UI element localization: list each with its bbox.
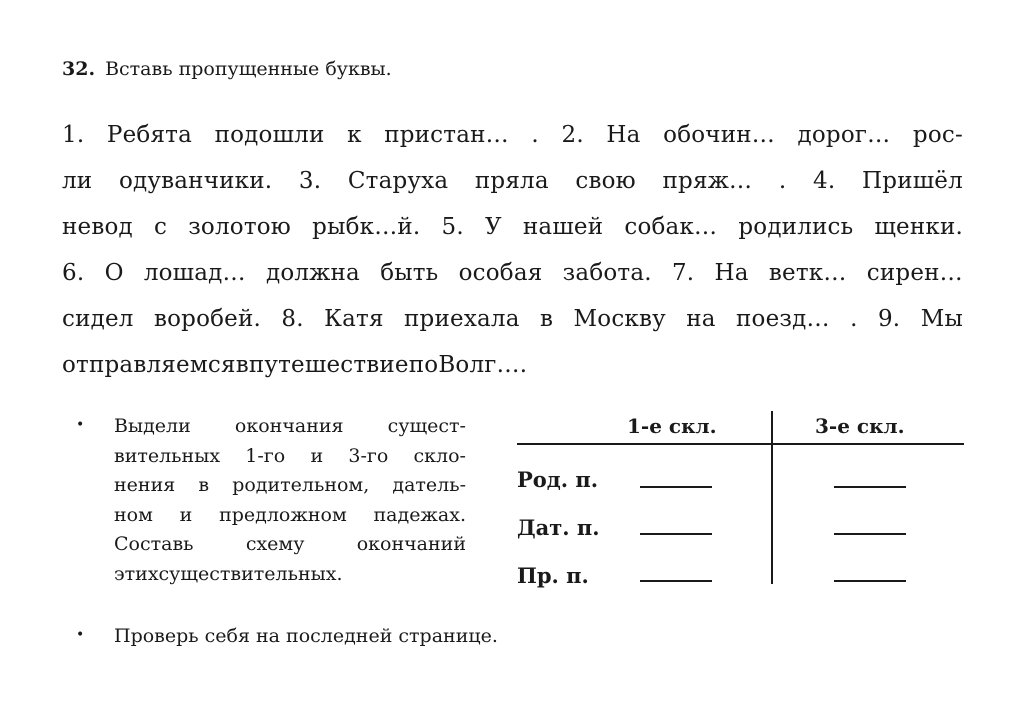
word: дорог…: [797, 122, 891, 148]
word: Катя: [324, 306, 384, 332]
word: воробей.: [153, 306, 262, 332]
task-text: [114, 412, 466, 589]
word: забота.: [562, 260, 652, 286]
word: в: [198, 474, 210, 496]
task-line: [114, 560, 466, 590]
word: 3-го: [348, 444, 389, 467]
word: Старуха: [347, 168, 449, 194]
word: датель-: [392, 474, 466, 496]
word: .: [850, 306, 858, 332]
word: пряж…: [662, 168, 753, 194]
column-header-1st: 1-е скл.: [627, 414, 717, 438]
word: лошад…: [143, 260, 246, 286]
table-column-divider: [771, 411, 773, 584]
blank-dative-1st[interactable]: [640, 533, 712, 535]
word: родились: [738, 214, 854, 240]
text-line: [62, 158, 963, 204]
blank-prepositional-3rd[interactable]: [834, 580, 906, 582]
word: вительных: [114, 444, 221, 467]
word: по: [408, 352, 439, 378]
word: обочин…: [663, 122, 775, 148]
text-line: [62, 204, 963, 250]
word: путешествие: [248, 352, 409, 378]
word: 7.: [671, 260, 695, 286]
word: подошли: [214, 122, 325, 148]
word: 1-го: [245, 444, 286, 467]
exercise-header: [62, 58, 392, 80]
task-line: [114, 442, 466, 472]
row-label-dative: Дат. п.: [517, 515, 600, 540]
task-bullet: •: [76, 417, 85, 433]
word: существительных.: [158, 562, 343, 585]
word: нашей: [522, 214, 604, 240]
task-line: [114, 501, 466, 531]
word: особая: [458, 260, 543, 286]
word: ветк…: [768, 260, 847, 286]
word: скло-: [413, 444, 466, 467]
word: Москву: [573, 306, 666, 332]
blank-genitive-3rd[interactable]: [834, 486, 906, 488]
word: На: [606, 122, 641, 148]
word: О: [104, 260, 124, 286]
word: ли: [62, 168, 93, 194]
exercise-text: [62, 112, 963, 388]
word: сущест-: [387, 415, 466, 437]
word: щенки.: [874, 214, 963, 240]
word: На: [714, 260, 749, 286]
row-label-genitive: Род. п.: [517, 467, 599, 492]
word: 3.: [298, 168, 322, 194]
word: Пришёл: [862, 168, 963, 194]
word: этих: [114, 562, 159, 585]
blank-prepositional-1st[interactable]: [640, 580, 712, 582]
word: Ребята: [106, 122, 193, 148]
word: предложном: [219, 503, 347, 526]
word: невод: [62, 214, 133, 240]
word: к: [347, 122, 362, 148]
word: пряла: [474, 168, 549, 194]
word: сирен…: [866, 260, 963, 286]
table-header-rule: [517, 443, 964, 445]
word: рыбк…й.: [312, 214, 421, 240]
word: золотою: [188, 214, 292, 240]
word: .: [519, 352, 528, 378]
word: и: [310, 444, 324, 467]
word: падежах.: [373, 503, 466, 526]
word: .: [531, 122, 539, 148]
column-header-3rd: 3-е скл.: [815, 414, 905, 438]
task-line: [114, 530, 466, 560]
word: 8.: [281, 306, 304, 332]
word: собак…: [624, 214, 718, 240]
word: ном: [114, 503, 153, 526]
word: отправляемся: [62, 352, 236, 378]
check-text: Проверь себя на последней странице.: [114, 625, 498, 647]
word: нения: [114, 474, 176, 496]
word: 6.: [62, 260, 85, 286]
word: Составь: [114, 533, 194, 555]
word: Выдели: [114, 415, 191, 437]
word: родительном,: [232, 474, 370, 496]
check-bullet: •: [76, 627, 85, 643]
row-label-prepositional: Пр. п.: [517, 563, 589, 588]
word: в: [235, 352, 249, 378]
word: 1.: [62, 122, 85, 148]
word: Волг…: [438, 352, 520, 378]
word: 9.: [877, 306, 901, 332]
word: одуванчики.: [118, 168, 273, 194]
text-line: [62, 112, 963, 158]
exercise-instruction: Вставь пропущенные буквы.: [105, 58, 392, 80]
task-line: [114, 412, 466, 442]
word: окончаний: [356, 533, 466, 555]
text-line: [62, 342, 963, 388]
word: в: [540, 306, 554, 332]
word: поезд…: [736, 306, 830, 332]
blank-genitive-1st[interactable]: [640, 486, 712, 488]
word: окончания: [234, 415, 344, 437]
word: рос-: [912, 122, 963, 148]
text-line: [62, 250, 963, 296]
word: и: [179, 503, 193, 526]
word: сидел: [62, 306, 134, 332]
text-line: [62, 296, 963, 342]
word: пристан…: [384, 122, 509, 148]
word: на: [686, 306, 716, 332]
word: Мы: [920, 306, 963, 332]
task-line: [114, 471, 466, 501]
word: с: [154, 214, 168, 240]
word: быть: [380, 260, 439, 286]
word: должна: [265, 260, 360, 286]
word: .: [778, 168, 787, 194]
word: схему: [245, 533, 305, 555]
exercise-number: 32.: [62, 58, 96, 80]
word: У: [484, 214, 502, 240]
word: 5.: [441, 214, 464, 240]
blank-dative-3rd[interactable]: [834, 533, 906, 535]
word: приехала: [404, 306, 520, 332]
word: 4.: [813, 168, 836, 194]
word: свою: [575, 168, 636, 194]
word: 2.: [561, 122, 584, 148]
